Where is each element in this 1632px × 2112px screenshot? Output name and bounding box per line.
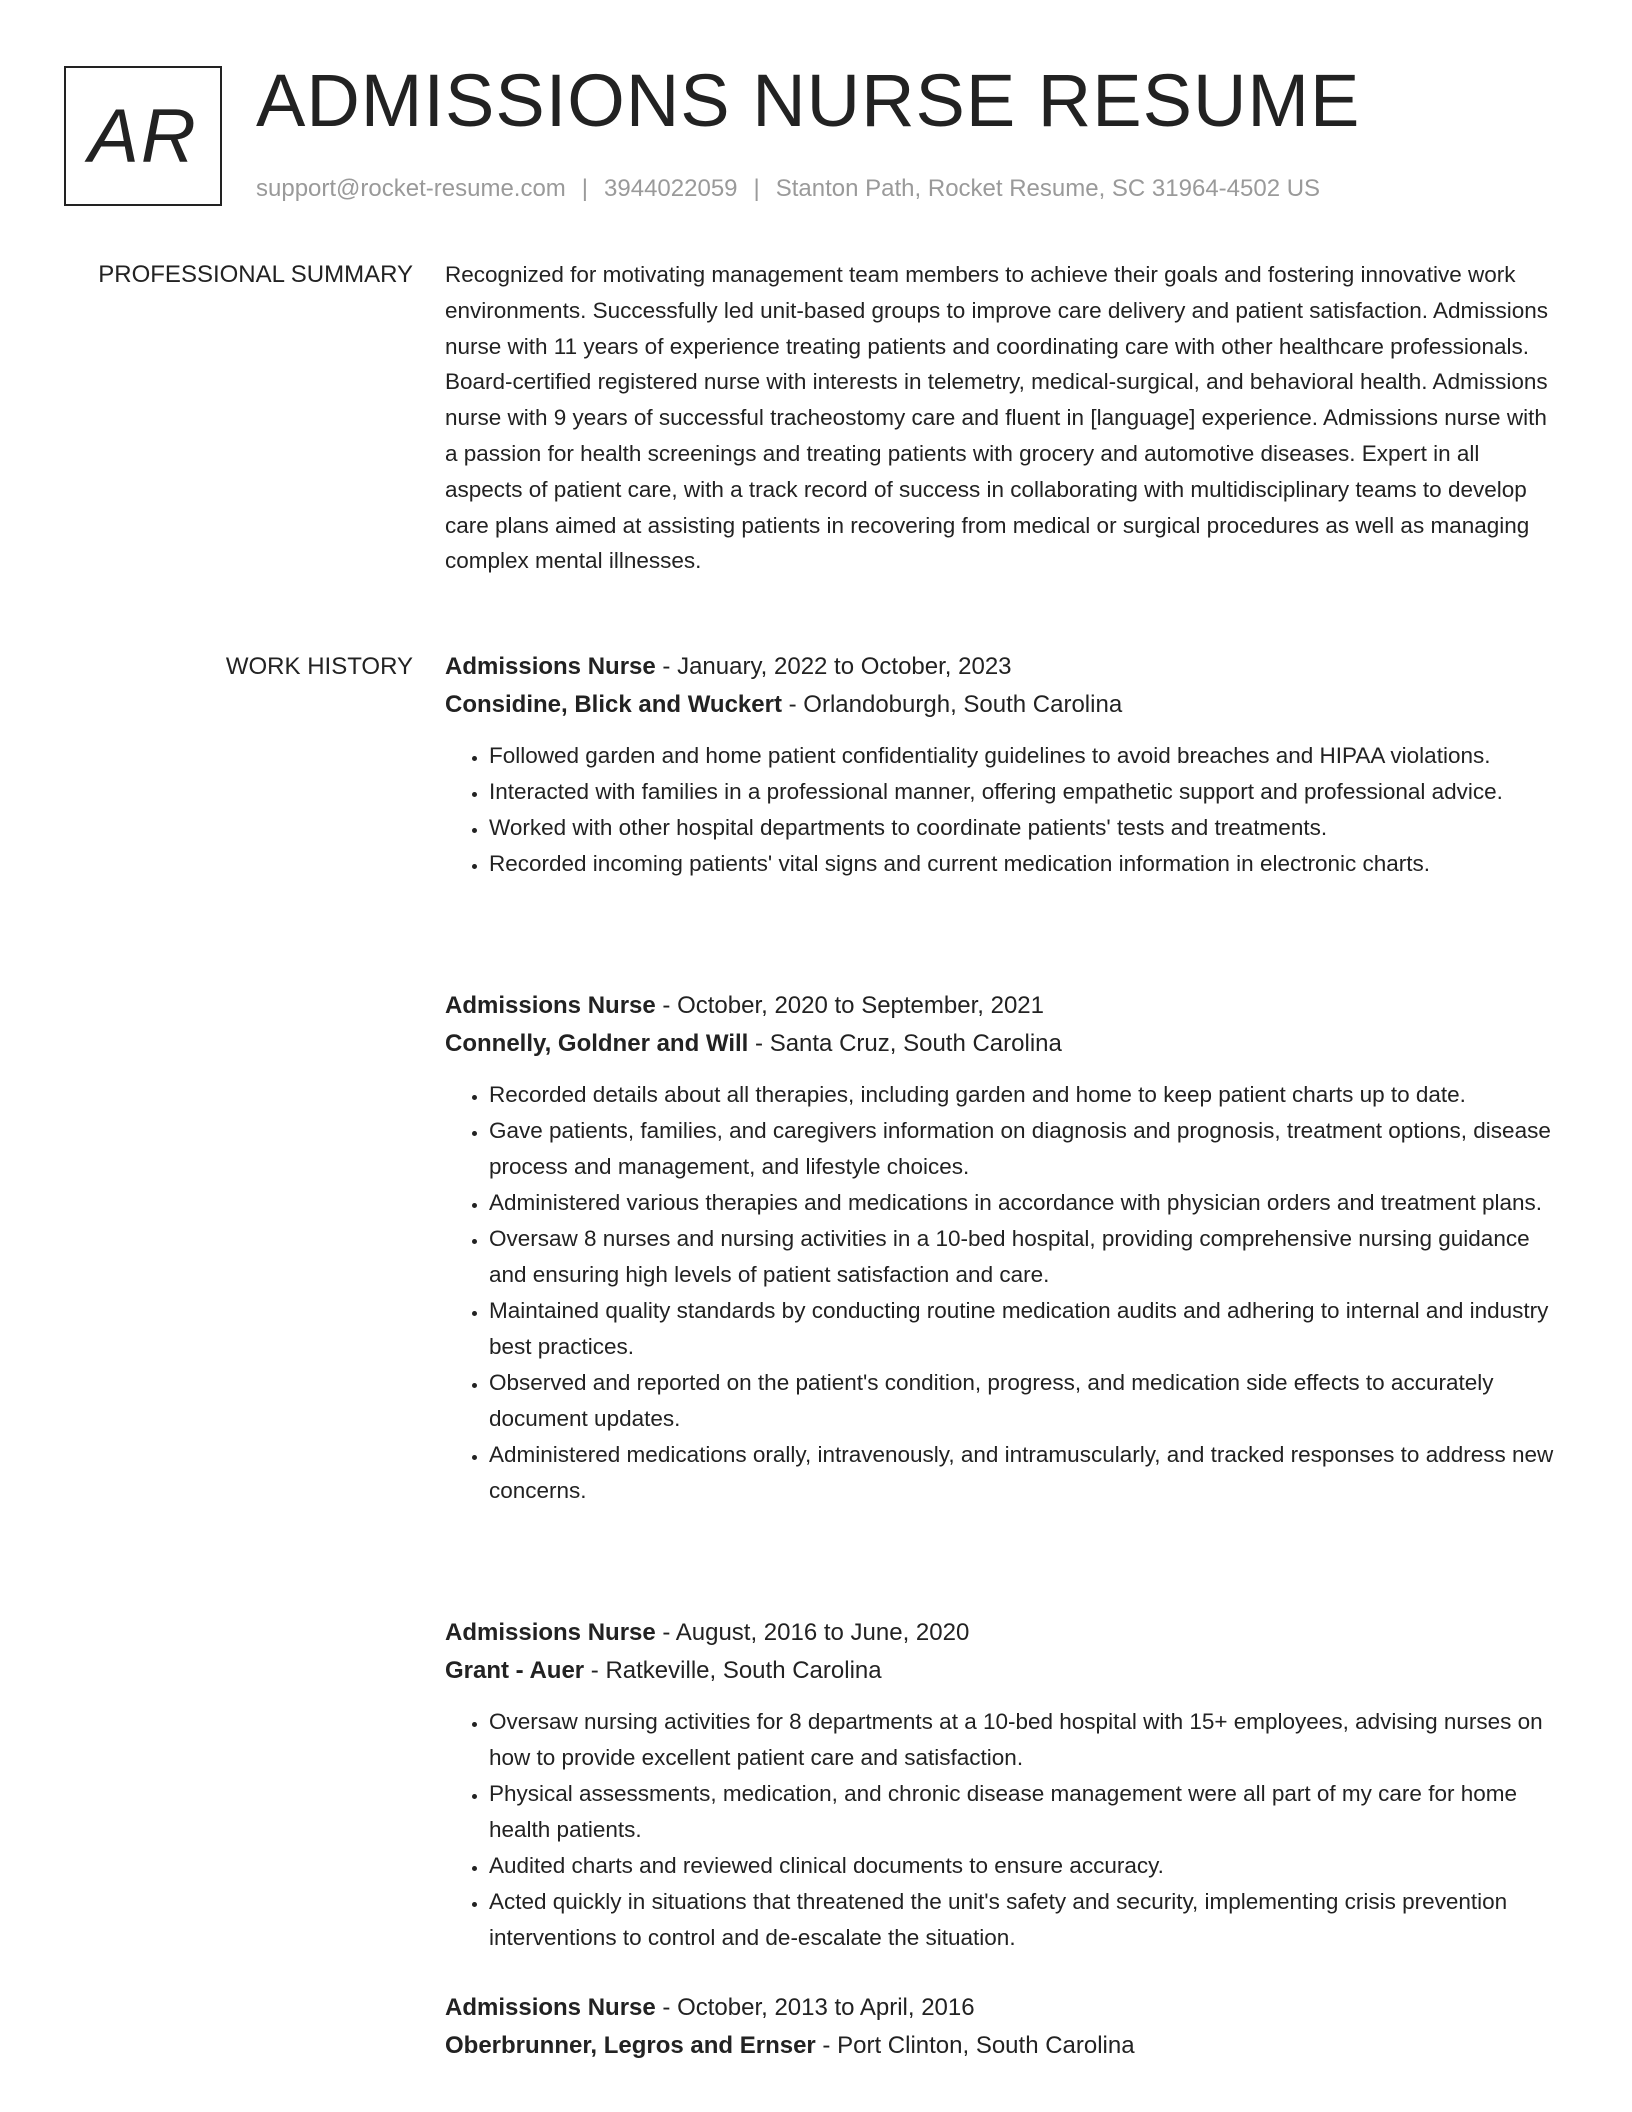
job-bullets [445,1704,1560,1956]
job-bullet: • Observed and reported on the patient's condition, progress, and medication side effects to accurately document updates. [489,1365,1560,1437]
job-entry [445,987,1560,1509]
job-dates: - October, 2013 to April, 2016 [655,1994,975,2021]
job-bullet: • Administered various therapies and medications in accordance with physician orders and treatment plans. [489,1185,1560,1221]
job-entry [445,1989,1560,2065]
job-company: Oberbrunner, Legros and Ernser [445,2032,816,2059]
job-dates: - August, 2016 to June, 2020 [655,1619,970,1646]
job-bullet: • Gave patients, families, and caregivers information on diagnosis and prognosis, treatment options, disease process and management, and lifestyle choices. [489,1113,1560,1185]
job-location: - Port Clinton, South Carolina [815,2032,1135,2059]
summary-section [445,257,1560,579]
job-company-line [445,1652,1560,1690]
contact-email[interactable]: support@rocket-resume.com [256,175,566,202]
monogram-box [64,66,222,206]
job-title: Admissions Nurse [445,653,656,680]
job-dates: - January, 2022 to October, 2023 [655,653,1012,680]
job-company: Grant - Auer [445,1657,585,1684]
job-bullet: • Administered medications orally, intravenously, and intramuscularly, and tracked responses to address new concerns. [489,1437,1560,1509]
contact-separator: | [753,175,760,202]
job-title: Admissions Nurse [445,1619,656,1646]
contact-phone[interactable]: 3944022059 [604,175,738,202]
job-location: - Orlandoburgh, South Carolina [781,691,1123,718]
job-bullet: • Recorded incoming patients' vital signs and current medication information in electronic charts. [489,846,1560,882]
job-title-line [445,987,1560,1025]
job-bullet: • Followed garden and home patient confidentiality guidelines to avoid breaches and HIPAA violations. [489,738,1560,774]
summary-text: Recognized for motivating management team members to achieve their goals and fostering innovative work environments. Successfully led unit-based groups to improve care delivery and patient satisfaction. Admissions nurse with 11 years of experience treating patients and coordinating care with other healthcare professionals. Board-certified registered nurse with interests in telemetry, medical-surgical, and behavioral health. Admissions nurse with 9 years of successful tracheostomy care and fluent in [language] experience. Admissions nurse with a passion for health screenings and treating patients with grocery and automotive diseases. Expert in all aspects of patient care, with a track record of success in collaborating with multidisciplinary teams to develop care plans aimed at assisting patients in recovering from medical or surgical procedures as well as managing complex mental illnesses. [445,262,1549,574]
job-bullet: • Oversaw nursing activities for 8 departments at a 10-bed hospital with 15+ employees, advising nurses on how to provide excellent patient care and satisfaction. [489,1704,1560,1776]
job-title: Admissions Nurse [445,992,656,1019]
job-title-line [445,1989,1560,2027]
job-bullet: • Acted quickly in situations that threatened the unit's safety and security, implementing crisis prevention interventions to control and de-escalate the situation. [489,1884,1560,1956]
contact-line [256,174,1320,204]
job-company-line [445,2027,1560,2065]
job-bullet: • Interacted with families in a professional manner, offering empathetic support and professional advice. [489,774,1560,810]
job-company: Considine, Blick and Wuckert [445,691,782,718]
job-company-line [445,1025,1560,1063]
job-bullet: • Maintained quality standards by conducting routine medication audits and adhering to internal and industry best practices. [489,1293,1560,1365]
job-location: - Santa Cruz, South Carolina [748,1030,1062,1057]
job-title: Admissions Nurse [445,1994,656,2021]
contact-separator: | [581,175,589,202]
contact-address: Stanton Path, Rocket Resume, SC 31964-4502 US [775,175,1321,202]
resume-title: ADMISSIONS NURSE RESUME [256,59,1361,142]
job-bullet: • Physical assessments, medication, and chronic disease management were all part of my care for home health patients. [489,1776,1560,1848]
job-bullets [445,738,1560,882]
job-title-line [445,1614,1560,1652]
job-entry [445,1614,1560,1956]
job-dates: - October, 2020 to September, 2021 [655,992,1044,1019]
job-title-line [445,648,1560,686]
job-bullet: • Oversaw 8 nurses and nursing activities in a 10-bed hospital, providing comprehensive nursing guidance and ensuring high levels of patient satisfaction and care. [489,1221,1560,1293]
job-bullet: • Recorded details about all therapies, including garden and home to keep patient charts up to date. [489,1077,1560,1113]
job-company-line [445,686,1560,724]
job-bullet: • Worked with other hospital departments to coordinate patients' tests and treatments. [489,810,1560,846]
section-label-work-history: WORK HISTORY [225,653,413,680]
job-bullets [445,1077,1560,1509]
job-entry [445,648,1560,882]
job-location: - Ratkeville, South Carolina [584,1657,882,1684]
monogram-initials: AR [88,93,198,179]
job-company: Connelly, Goldner and Will [445,1030,749,1057]
section-label-summary: PROFESSIONAL SUMMARY [98,261,413,288]
job-bullet: • Audited charts and reviewed clinical documents to ensure accuracy. [489,1848,1560,1884]
